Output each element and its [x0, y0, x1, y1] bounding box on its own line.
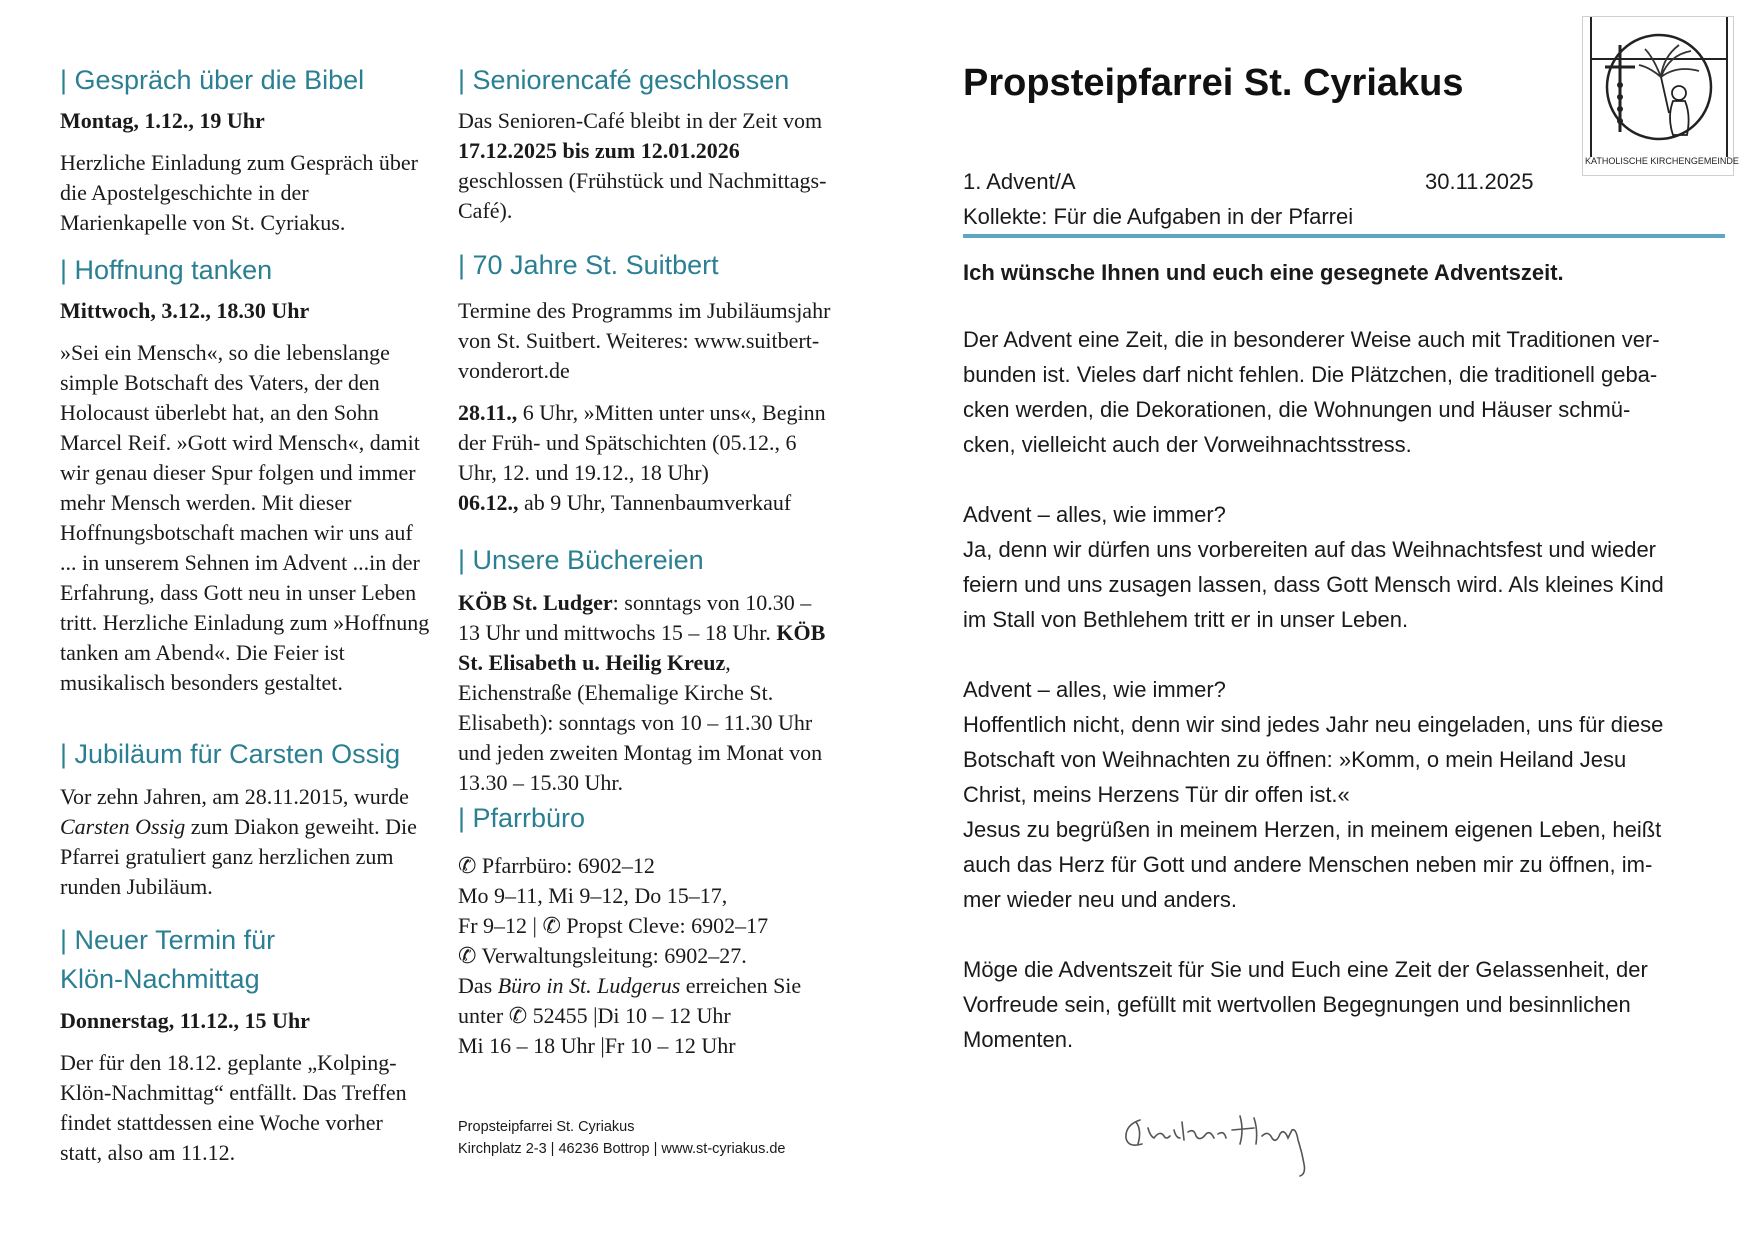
paragraph-3-line-7: mer wieder neu und anders. [963, 887, 1237, 912]
pfarrbuero-line-3: Fr 9–12 | ✆ Propst Cleve: 6902–17 [458, 913, 769, 938]
paragraph-3-line-4: Christ, meins Herzens Tür dir offen ist.« [963, 782, 1350, 807]
heading-seniorencafe: | Seniorencafé geschlossen [458, 65, 790, 95]
parish-logo [1582, 16, 1739, 176]
paragraph-3-line-6: auch das Herz für Gott und andere Menschen neben mir zu öffnen, im- [963, 852, 1653, 877]
text-seniorencafe: Das Senioren-Café bleibt in der Zeit vom 17.12.2025 bis zum 12.01.2026 geschlossen (Frühstück und Nachmittags-Café). [458, 108, 827, 223]
greeting: Ich wünsche Ihnen und euch eine gesegnete Adventszeit. [963, 260, 1564, 285]
paragraph-3-line-3: Botschaft von Weihnachten zu öffnen: »Komm, o mein Heiland Jesu [963, 747, 1627, 772]
event-suitbert-2: 06.12., ab 9 Uhr, Tannenbaumverkauf [458, 490, 792, 515]
text-hoffnung: »Sei ein Mensch«, so die lebenslange simple Botschaft des Vaters, der den Holocaust überlebt hat, an den Sohn Marcel Reif. »Gott wird Mensch«, damit wir genau dieser Spur folgen und immer mehr Mensch werden. Mit dieser Hoffnungsbotschaft machen wir uns auf ... in unserem Sehnen im Advent ...in der Erfahrung, dass Gott neu in unser Leben tritt. Herzliche Einladung zum »Hoffnung tanken am Abend«. Die Feier ist musikalisch besonders gestaltet. [60, 340, 430, 695]
paragraph-2-line-2: Ja, denn wir dürfen uns vorbereiten auf das Weihnachtsfest und wieder [963, 537, 1656, 562]
heading-kloen-2: Klön-Nachmittag [60, 964, 260, 994]
date-hoffnung: Mittwoch, 3.12., 18.30 Uhr [60, 298, 310, 323]
heading-pfarrbuero: | Pfarrbüro [458, 803, 586, 833]
event-suitbert-1: 28.11., 6 Uhr, »Mitten unter uns«, Beginn der Früh- und Spätschichten (05.12., 6 Uhr, 12. und 19.12., 18 Uhr) [458, 400, 826, 485]
text-suitbert-intro: Termine des Programms im Jubiläumsjahr von St. Suitbert. Weiteres: www.suitbert-vonderort.de [458, 298, 831, 383]
heading-buechereien: | Unsere Büchereien [458, 545, 704, 575]
header-divider [963, 234, 1725, 238]
pfarrbuero-line-1: ✆ Pfarrbüro: 6902–12 [458, 853, 655, 878]
paragraph-4-line-3: Momenten. [963, 1027, 1074, 1052]
paragraph-1-line-3: cken werden, die Dekorationen, die Wohnungen und Häuser schmü- [963, 397, 1631, 422]
paragraph-4-line-1: Möge die Adventszeit für Sie und Euch eine Zeit der Gelassenheit, der [963, 957, 1648, 982]
paragraph-1-line-2: bunden ist. Vieles darf nicht fehlen. Die Plätzchen, die traditionell geba- [963, 362, 1658, 387]
paragraph-3-line-1: Advent – alles, wie immer? [963, 677, 1226, 702]
text-bibel: Herzliche Einladung zum Gespräch über die Apostelgeschichte in der Marienkapelle von St. Cyriakus. [60, 150, 418, 235]
heading-kloen-1: | Neuer Termin für [60, 925, 276, 955]
page-title: Propsteipfarrei St. Cyriakus [963, 62, 1464, 104]
paragraph-1-line-1: Der Advent eine Zeit, die in besonderer Weise auch mit Traditionen ver- [963, 327, 1660, 352]
paragraph-4-line-2: Vorfreude sein, gefüllt mit wertvollen Begegnungen und besinnlichen [963, 992, 1631, 1017]
date-bibel: Montag, 1.12., 19 Uhr [60, 108, 265, 133]
paragraph-1-line-4: cken, vielleicht auch der Vorweihnachtsstress. [963, 432, 1412, 457]
paragraph-3-line-2: Hoffentlich nicht, denn wir sind jedes Jahr neu eingeladen, uns für diese [963, 712, 1664, 737]
paragraph-2-line-4: im Stall von Bethlehem tritt er in unser Leben. [963, 607, 1409, 632]
pfarrbuero-line-5: Das Büro in St. Ludgerus erreichen Sie [458, 973, 802, 998]
heading-suitbert: | 70 Jahre St. Suitbert [458, 250, 719, 280]
pfarrbuero-line-4: ✆ Verwaltungsleitung: 6902–27. [458, 943, 747, 968]
text-jubilaeum: Vor zehn Jahren, am 28.11.2015, wurde Carsten Ossig zum Diakon geweiht. Die Pfarrei gratuliert ganz herzlichen zum runden Jubiläum. [60, 784, 417, 899]
bulletin-date: 30.11.2025 [1425, 169, 1534, 194]
footer-parish-name: Propsteipfarrei St. Cyriakus [458, 1119, 635, 1135]
paragraph-2-line-1: Advent – alles, wie immer? [963, 502, 1226, 527]
text-buechereien: KÖB St. Ludger: sonntags von 10.30 – 13 Uhr und mittwochs 15 – 18 Uhr. KÖB St. Elisabeth u. Heilig Kreuz, Eichenstraße (Ehemalige Kirche St. Elisabeth): sonntags von 10 – 11.30 Uhr und jeden zweiten Montag im Monat von 13.30 – 15.30 Uhr. [458, 590, 826, 795]
cross-emblem-icon [1583, 17, 1735, 157]
text-kloen: Der für den 18.12. geplante „Kolping-Klön-Nachmittag“ entfällt. Das Treffen findet stattdessen eine Woche vorher statt, also am 11.12. [60, 1050, 407, 1165]
kollekte: Kollekte: Für die Aufgaben in der Pfarrei [963, 204, 1354, 229]
heading-jubilaeum: | Jubiläum für Carsten Ossig [60, 739, 401, 769]
pfarrbuero-line-6: unter ✆ 52455 |Di 10 – 12 Uhr [458, 1003, 731, 1028]
liturgical-day: 1. Advent/A [963, 169, 1076, 194]
footer-address: Kirchplatz 2-3 | 46236 Bottrop | www.st-cyriakus.de [458, 1141, 786, 1157]
heading-hoffnung: | Hoffnung tanken [60, 255, 273, 285]
logo-caption: KATHOLISCHE KIRCHENGEMEINDE [1585, 156, 1739, 166]
pfarrbuero-line-2: Mo 9–11, Mi 9–12, Do 15–17, [458, 883, 728, 908]
handwritten-signature [1120, 1100, 1340, 1180]
name-carsten-ossig: Carsten Ossig [60, 814, 186, 839]
pfarrbuero-line-7: Mi 16 – 18 Uhr |Fr 10 – 12 Uhr [458, 1033, 736, 1058]
heading-bibel: | Gespräch über die Bibel [60, 65, 365, 95]
paragraph-3-line-5: Jesus zu begrüßen in meinem Herzen, in meinem eigenen Leben, heißt [963, 817, 1662, 842]
date-kloen: Donnerstag, 11.12., 15 Uhr [60, 1008, 310, 1033]
paragraph-2-line-3: feiern und uns zusagen lassen, dass Gott Mensch wird. Als kleines Kind [963, 572, 1664, 597]
